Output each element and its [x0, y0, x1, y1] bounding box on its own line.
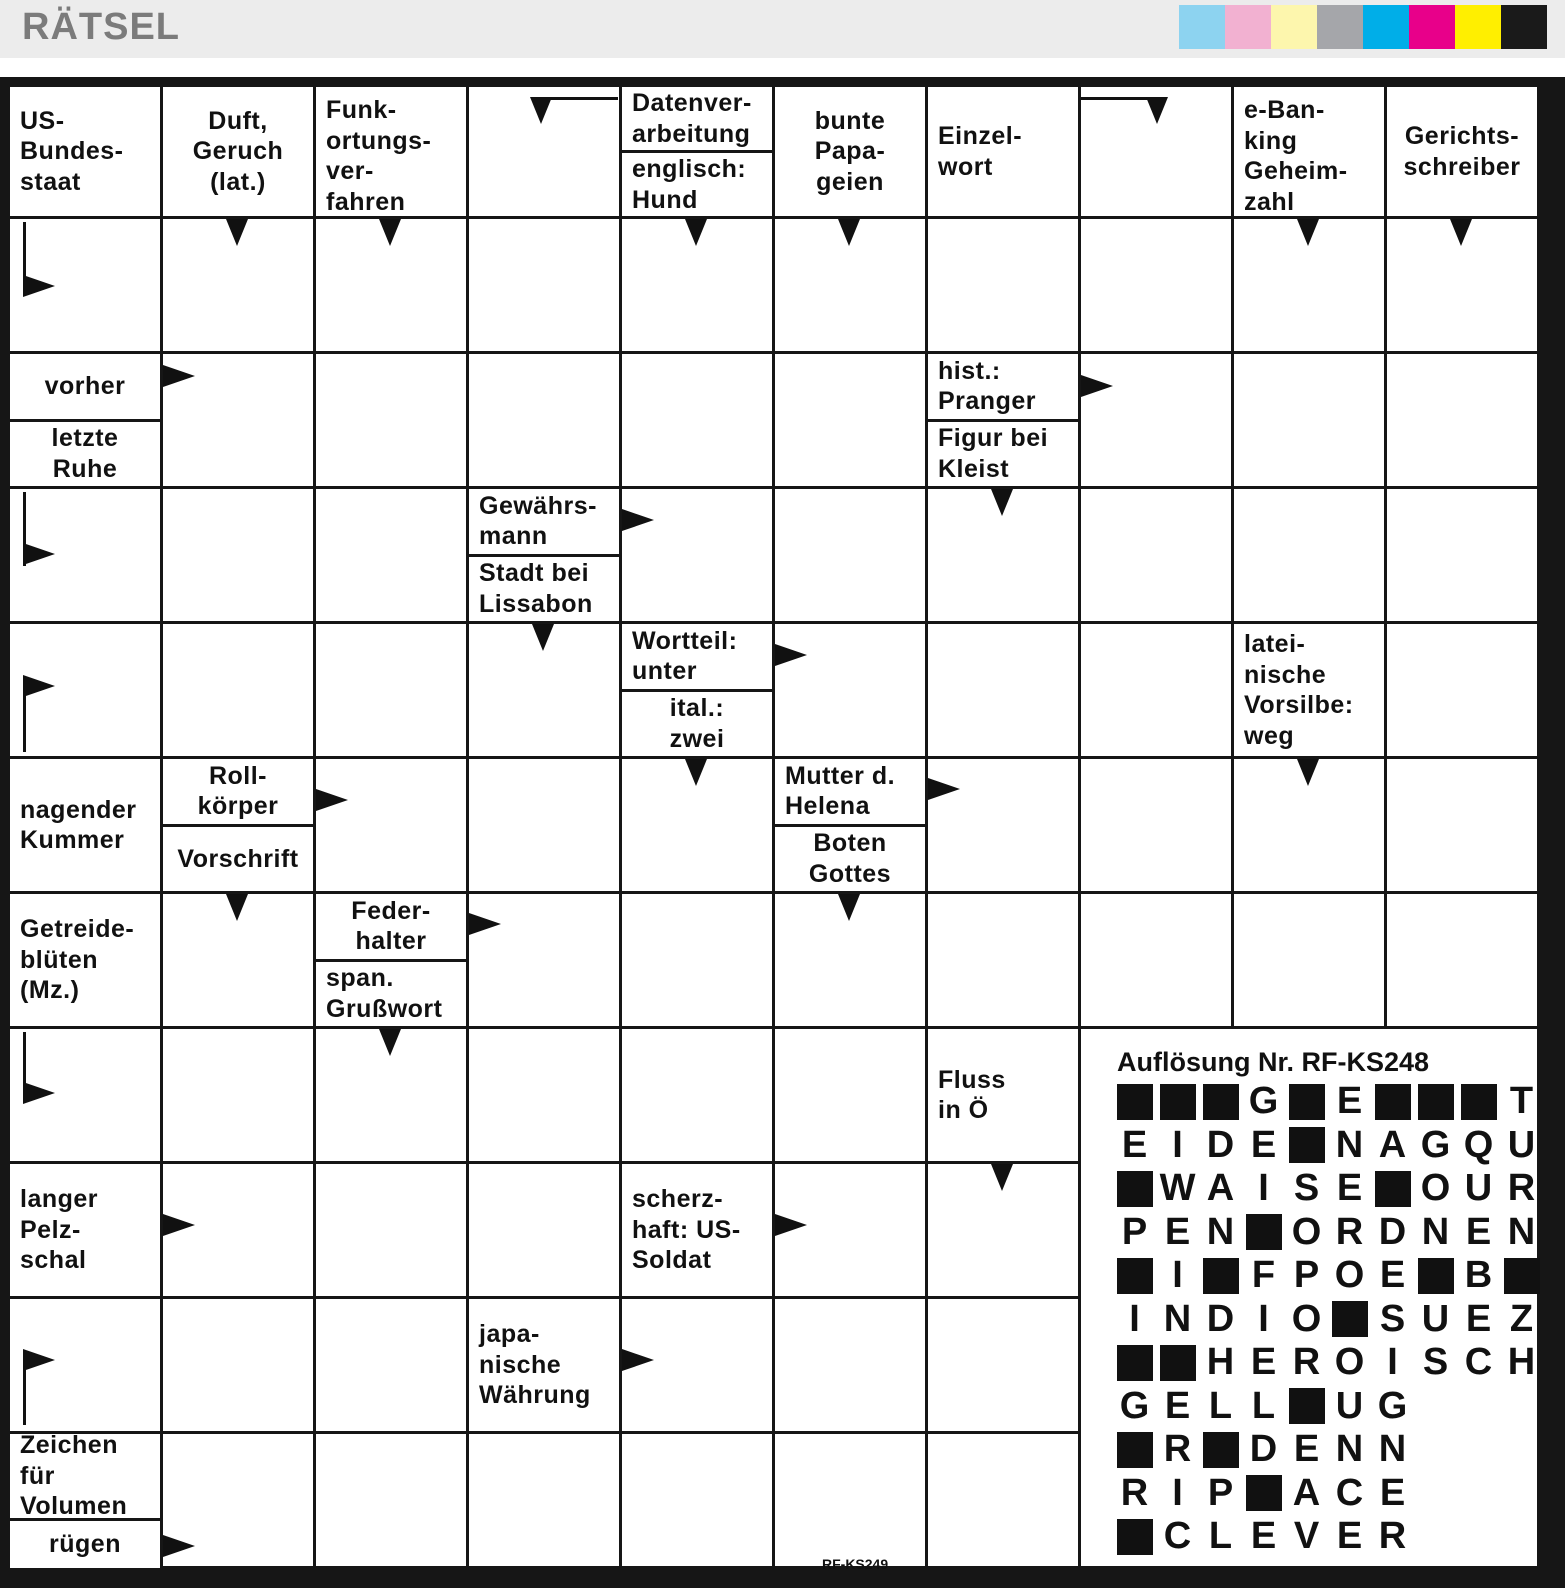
solution-title: Auflösung Nr. RF-KS248: [1117, 1047, 1430, 1077]
solution-letter: A: [1378, 1123, 1407, 1166]
arrow-down-icon: [532, 624, 554, 651]
clue-c7: Einzel- wort: [928, 87, 1078, 216]
clue-c11: letzte Ruhe: [10, 422, 160, 487]
solution-letter: E: [1293, 1428, 1320, 1471]
solution-letter: F: [1251, 1254, 1276, 1297]
solution-block: [1285, 1385, 1328, 1429]
solution-letter: E: [1336, 1515, 1363, 1558]
answer-cell: [469, 759, 619, 891]
solution-empty: [1500, 1385, 1543, 1429]
solution-block: [1371, 1080, 1414, 1124]
answer-cell: [1387, 489, 1537, 621]
answer-cell: [316, 759, 466, 891]
solution-block: [1113, 1167, 1156, 1211]
solution-empty: [1457, 1515, 1500, 1559]
solution-block: [1156, 1080, 1199, 1124]
clue-c27: Fluss in Ö: [928, 1029, 1078, 1161]
clue-c13: Figur bei Kleist: [928, 422, 1078, 487]
solution-letter: H: [1507, 1341, 1536, 1384]
clue-c19: nagender Kummer: [10, 759, 160, 891]
solution-letter: E: [1164, 1384, 1191, 1427]
solution-letter: S: [1293, 1167, 1320, 1210]
solution-letter: O: [1291, 1297, 1322, 1340]
solution-letter: P: [1207, 1471, 1234, 1514]
solution-letter: I: [1387, 1341, 1398, 1384]
answer-cell: [775, 489, 925, 621]
arrow-down-icon: [838, 894, 860, 921]
clue-c1: US- Bundes- staat: [10, 87, 160, 216]
solution-letter: A: [1292, 1471, 1321, 1514]
answer-cell: [316, 624, 466, 756]
arrow-right-icon: [23, 543, 55, 565]
solution-letter: D: [1249, 1428, 1278, 1471]
arrow-down-icon: [1297, 219, 1319, 246]
solution-letter: I: [1258, 1297, 1269, 1340]
solution-block: [1285, 1080, 1328, 1124]
answer-cell: [1234, 894, 1384, 1026]
clue-c24: Getreide- blüten (Mz.): [10, 894, 160, 1026]
arrow-down-icon: [1297, 759, 1319, 786]
arrow-right-icon: [622, 1349, 654, 1371]
arrow-down-icon: [530, 97, 552, 124]
answer-cell: [1081, 354, 1231, 486]
arrow-right-icon: [23, 275, 55, 297]
clue-c28: langer Pelz- schal: [10, 1164, 160, 1296]
clue-c17: ital.: zwei: [622, 692, 772, 757]
solution-letter: C: [1163, 1515, 1192, 1558]
solution-letter: N: [1335, 1123, 1364, 1166]
solution-letter: O: [1334, 1341, 1365, 1384]
color-swatch: [1409, 5, 1455, 49]
solution-letter: N: [1163, 1297, 1192, 1340]
solution-block: [1199, 1254, 1242, 1298]
solution-block: [1113, 1341, 1156, 1385]
solution-letter: E: [1164, 1210, 1191, 1253]
solution-block: [1414, 1254, 1457, 1298]
solution-letter: I: [1172, 1254, 1183, 1297]
clue-c29: scherz- haft: US- Soldat: [622, 1164, 772, 1296]
solution-letter: E: [1379, 1254, 1406, 1297]
clue-c16: Wortteil: unter: [622, 624, 772, 689]
solution-letter: R: [1120, 1471, 1149, 1514]
solution-block: [1156, 1341, 1199, 1385]
arrow-right-icon: [775, 1214, 807, 1236]
color-calibration-strip: [1179, 5, 1547, 49]
answer-cell: [469, 219, 619, 351]
solution-letter: D: [1206, 1297, 1235, 1340]
answer-cell: [928, 624, 1078, 756]
clue-c3: Funk- ortungs- ver- fahren: [316, 87, 466, 216]
solution-letter: L: [1251, 1384, 1276, 1427]
solution-empty: [1500, 1515, 1543, 1559]
solution-letter: L: [1208, 1515, 1233, 1558]
solution-block: [1113, 1515, 1156, 1559]
arrow-right-icon: [622, 509, 654, 531]
arrow-down-icon: [991, 489, 1013, 516]
solution-block: [1242, 1211, 1285, 1255]
clue-c4: Datenver- arbeitung: [622, 87, 772, 150]
solution-block: [1113, 1254, 1156, 1298]
solution-letter: I: [1172, 1471, 1183, 1514]
solution-letter: U: [1335, 1384, 1364, 1427]
answer-cell: [1387, 759, 1537, 891]
answer-cell: [775, 354, 925, 486]
arrow-right-icon: [23, 1082, 55, 1104]
solution-letter: V: [1293, 1515, 1320, 1558]
solution-letter: N: [1206, 1210, 1235, 1253]
solution-letter: Q: [1463, 1123, 1494, 1166]
arrow-down-icon: [685, 219, 707, 246]
clue-c12: hist.: Pranger: [928, 354, 1078, 419]
solution-letter: R: [1378, 1515, 1407, 1558]
arrow-right-icon: [316, 789, 348, 811]
answer-cell: [316, 489, 466, 621]
solution-letter: E: [1336, 1080, 1363, 1123]
solution-letter: R: [1292, 1341, 1321, 1384]
color-swatch: [1225, 5, 1271, 49]
solution-letter: E: [1250, 1123, 1277, 1166]
solution-letter: R: [1163, 1428, 1192, 1471]
solution-block: [1113, 1080, 1156, 1124]
arrow-right-icon: [775, 644, 807, 666]
solution-letter: G: [1377, 1384, 1408, 1427]
clue-c6: bunte Papa- geien: [775, 87, 925, 216]
answer-cell: [163, 489, 313, 621]
solution-letter: W: [1159, 1167, 1196, 1210]
solution-block: [1285, 1124, 1328, 1168]
solution-letter: L: [1208, 1384, 1233, 1427]
solution-letter: A: [1206, 1167, 1235, 1210]
solution-letter: N: [1421, 1210, 1450, 1253]
solution-letter: S: [1379, 1297, 1406, 1340]
solution-grid: [1113, 1080, 1543, 1559]
solution-letter: I: [1258, 1167, 1269, 1210]
solution-empty: [1500, 1428, 1543, 1472]
solution-letter: O: [1291, 1210, 1322, 1253]
solution-block: [1242, 1472, 1285, 1516]
solution-letter: D: [1206, 1123, 1235, 1166]
arrow-down-icon: [838, 219, 860, 246]
clue-c2: Duft, Geruch (lat.): [163, 87, 313, 216]
clue-c18: latei- nische Vorsilbe: weg: [1234, 624, 1384, 756]
solution-empty: [1414, 1385, 1457, 1429]
answer-cell: [1387, 894, 1537, 1026]
answer-cell: [622, 354, 772, 486]
answer-cell: [1387, 624, 1537, 756]
answer-cell: [469, 1029, 619, 1161]
clue-c26: span. Grußwort: [316, 962, 466, 1027]
solution-letter: R: [1335, 1210, 1364, 1253]
solution-letter: R: [1507, 1167, 1536, 1210]
solution-letter: G: [1420, 1123, 1451, 1166]
solution-letter: G: [1119, 1384, 1150, 1427]
answer-cell: [1081, 489, 1231, 621]
answer-cell: [622, 1029, 772, 1161]
answer-cell: [928, 1299, 1078, 1431]
answer-cell: [928, 219, 1078, 351]
puzzle-code: RF-KS249: [822, 1556, 889, 1572]
solution-letter: E: [1121, 1123, 1148, 1166]
color-swatch: [1271, 5, 1317, 49]
arrow-down-icon: [685, 759, 707, 786]
answer-cell: [163, 1029, 313, 1161]
solution-empty: [1457, 1385, 1500, 1429]
clue-c8: e-Ban- king Geheim- zahl: [1234, 87, 1384, 216]
solution-letter: I: [1172, 1123, 1183, 1166]
answer-cell: [1081, 894, 1231, 1026]
solution-letter: H: [1206, 1341, 1235, 1384]
clue-c23: Boten Gottes: [775, 827, 925, 892]
solution-letter: G: [1248, 1080, 1279, 1123]
solution-letter: E: [1379, 1471, 1406, 1514]
solution-block: [1500, 1254, 1543, 1298]
clue-c15: Stadt bei Lissabon: [469, 557, 619, 622]
answer-cell: [1081, 219, 1231, 351]
arrow-right-icon: [163, 1535, 195, 1557]
clue-c31: Zeichen für Volumen: [10, 1434, 160, 1518]
answer-cell: [775, 1029, 925, 1161]
solution-letter: C: [1464, 1341, 1493, 1384]
arrow-right-icon: [23, 1349, 55, 1371]
solution-letter: E: [1465, 1210, 1492, 1253]
solution-letter: I: [1129, 1297, 1140, 1340]
answer-cell: [622, 894, 772, 1026]
solution-letter: E: [1250, 1515, 1277, 1558]
solution-letter: D: [1378, 1210, 1407, 1253]
solution-block: [1414, 1080, 1457, 1124]
answer-cell: [928, 894, 1078, 1026]
arrow-right-icon: [23, 675, 55, 697]
answer-cell: [316, 1164, 466, 1296]
color-swatch: [1179, 5, 1225, 49]
color-swatch: [1455, 5, 1501, 49]
solution-letter: B: [1464, 1254, 1493, 1297]
solution-letter: U: [1421, 1297, 1450, 1340]
arrow-down-icon: [1450, 219, 1472, 246]
solution-letter: N: [1378, 1428, 1407, 1471]
solution-block: [1113, 1428, 1156, 1472]
answer-cell: [316, 1299, 466, 1431]
answer-cell: [775, 1299, 925, 1431]
answer-cell: [316, 354, 466, 486]
arrow-down-icon: [226, 894, 248, 921]
solution-letter: U: [1507, 1123, 1536, 1166]
arrow-down-icon: [379, 1029, 401, 1056]
solution-empty: [1457, 1428, 1500, 1472]
arrow-down-icon: [1146, 97, 1168, 124]
solution-letter: O: [1334, 1254, 1365, 1297]
color-swatch: [1317, 5, 1363, 49]
clue-c30: japa- nische Währung: [469, 1299, 619, 1431]
arrow-down-icon: [991, 1164, 1013, 1191]
solution-letter: N: [1335, 1428, 1364, 1471]
answer-cell: [1081, 624, 1231, 756]
solution-letter: C: [1335, 1471, 1364, 1514]
solution-letter: N: [1507, 1210, 1536, 1253]
answer-cell: [928, 1434, 1078, 1566]
clue-c14: Gewährs- mann: [469, 489, 619, 554]
answer-cell: [163, 1299, 313, 1431]
arrow-right-icon: [928, 778, 960, 800]
solution-letter: E: [1465, 1297, 1492, 1340]
solution-block: [1371, 1167, 1414, 1211]
arrow-right-icon: [469, 913, 501, 935]
solution-empty: [1414, 1428, 1457, 1472]
clue-c5: englisch: Hund: [622, 153, 772, 216]
answer-cell: [469, 354, 619, 486]
solution-empty: [1457, 1472, 1500, 1516]
arrow-right-icon: [163, 365, 195, 387]
solution-letter: P: [1293, 1254, 1320, 1297]
answer-cell: [1387, 354, 1537, 486]
solution-letter: O: [1420, 1167, 1451, 1210]
clue-c25: Feder- halter: [316, 894, 466, 959]
solution-letter: U: [1464, 1167, 1493, 1210]
color-swatch: [1363, 5, 1409, 49]
solution-block: [1457, 1080, 1500, 1124]
answer-cell: [1234, 354, 1384, 486]
page-title: RÄTSEL: [22, 6, 180, 48]
answer-cell: [1081, 759, 1231, 891]
answer-cell: [775, 1434, 925, 1566]
answer-cell: [469, 1434, 619, 1566]
header-bar: [0, 0, 1565, 58]
solution-letter: Z: [1509, 1297, 1534, 1340]
solution-letter: P: [1121, 1210, 1148, 1253]
answer-cell: [163, 624, 313, 756]
solution-letter: T: [1509, 1080, 1534, 1123]
clue-c10: vorher: [10, 354, 160, 419]
solution-block: [1199, 1080, 1242, 1124]
answer-cell: [622, 1434, 772, 1566]
clue-c20: Roll- körper: [163, 759, 313, 824]
solution-empty: [1414, 1472, 1457, 1516]
clue-c9: Gerichts- schreiber: [1387, 87, 1537, 216]
solution-empty: [1414, 1515, 1457, 1559]
solution-empty: [1500, 1472, 1543, 1516]
clue-c21: Vorschrift: [163, 827, 313, 892]
answer-cell: [469, 1164, 619, 1296]
solution-letter: E: [1336, 1167, 1363, 1210]
solution-block: [1328, 1298, 1371, 1342]
color-swatch: [1501, 5, 1547, 49]
arrow-right-icon: [1081, 375, 1113, 397]
solution-letter: S: [1422, 1341, 1449, 1384]
solution-block: [1199, 1428, 1242, 1472]
arrow-down-icon: [226, 219, 248, 246]
arrow-right-icon: [163, 1214, 195, 1236]
answer-cell: [1234, 489, 1384, 621]
clue-c22: Mutter d. Helena: [775, 759, 925, 824]
solution-letter: E: [1250, 1341, 1277, 1384]
arrow-down-icon: [379, 219, 401, 246]
clue-c32: rügen: [10, 1521, 160, 1568]
answer-cell: [316, 1434, 466, 1566]
